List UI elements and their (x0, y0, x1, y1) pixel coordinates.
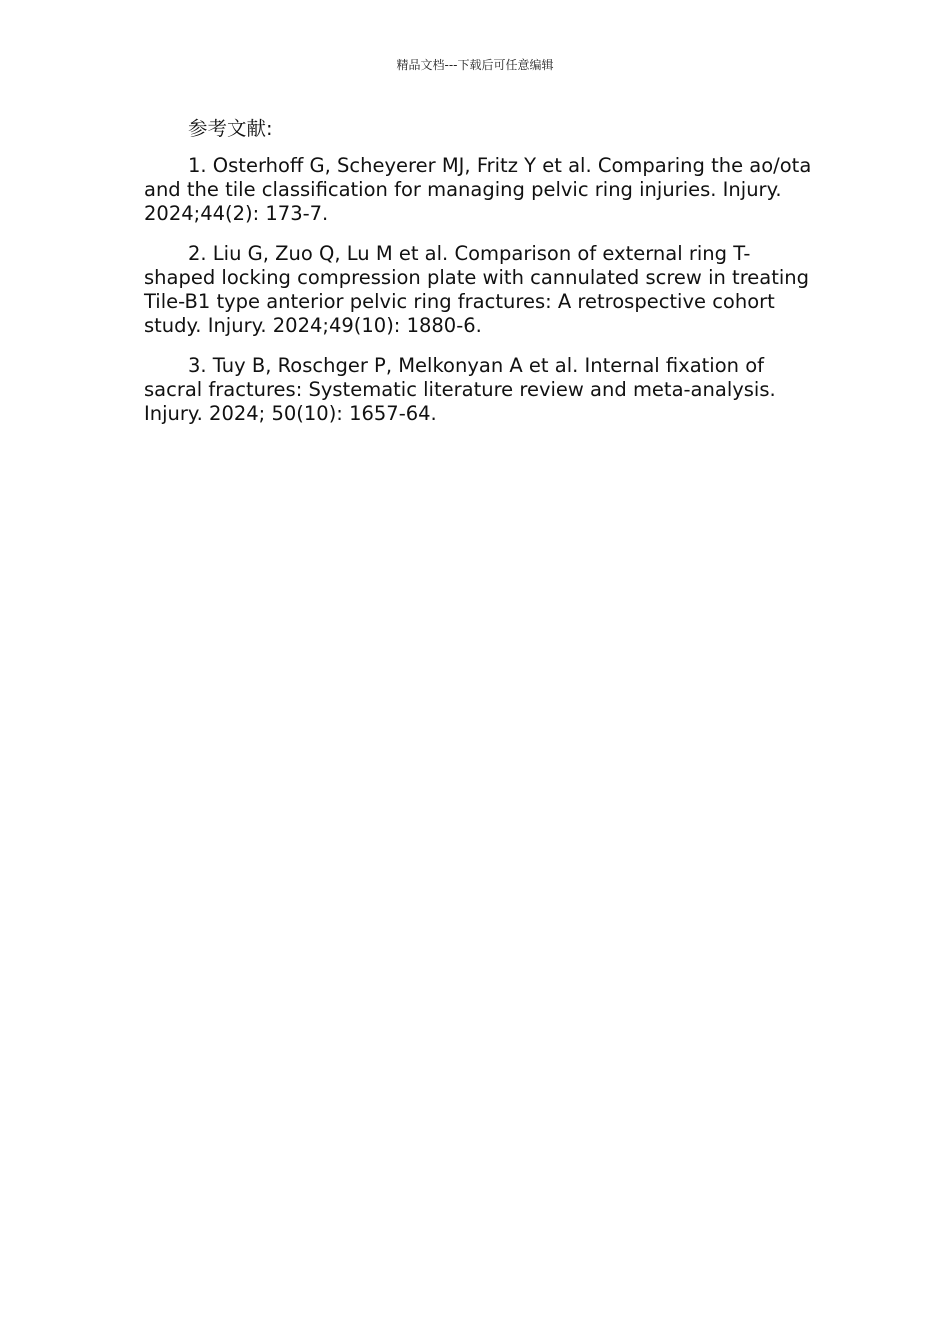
page-header: 精品文档---下载后可任意编辑 (396, 58, 554, 72)
reference-item-3: 3. Tuy B, Roschger P, Melkonyan A et al. Internal fixation of sacral fractures: Systematic literature review and meta-analysis. Injury. 2024; 50(10): 1657-64. (144, 354, 776, 425)
reference-item-1: 1. Osterhoff G, Scheyerer MJ, Fritz Y et al. Comparing the ao/ota and the tile classification for managing pelvic ring injuries. Injury. 2024;44(2): 173-7. (144, 154, 812, 225)
reference-item-2: 2. Liu G, Zuo Q, Lu M et al. Comparison of external ring T-shaped locking compression plate with cannulated screw in treating Tile-B1 type anterior pelvic ring fractures: A retrospective cohort study. Injury. 2024;49(10): 1880-6. (144, 242, 810, 337)
references-section (144, 116, 812, 442)
references-heading: 参考文献: (188, 117, 273, 140)
